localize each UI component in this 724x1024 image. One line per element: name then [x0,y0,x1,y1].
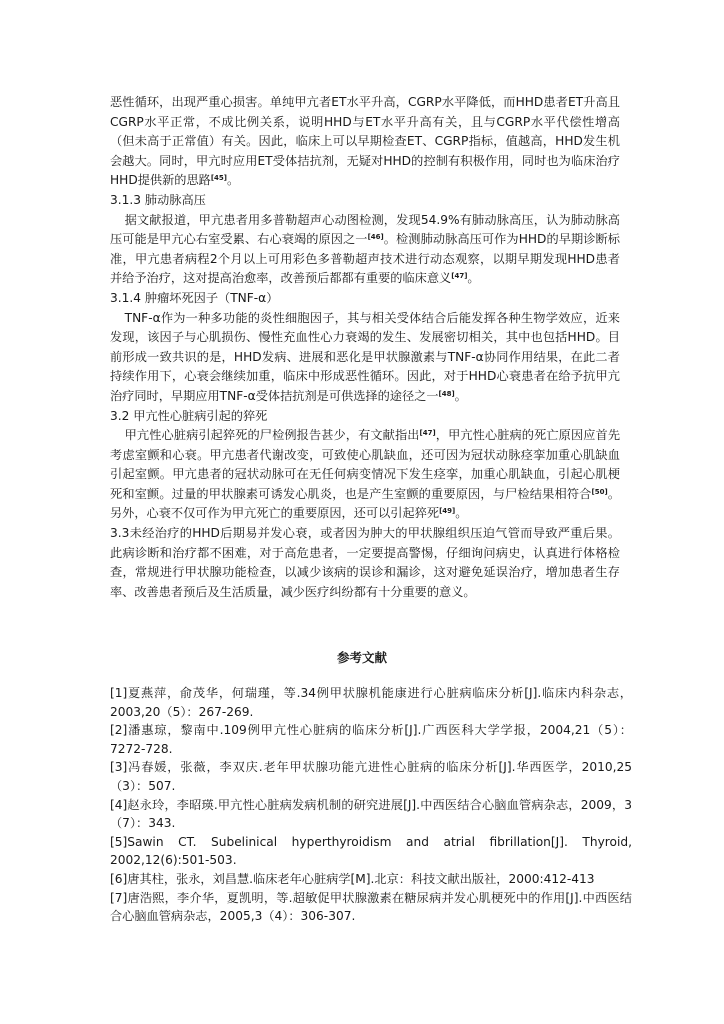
heading-3-1-4: 3.1.4 肿瘤坏死因子（TNF-α） [110,290,279,305]
citation: [45] [210,174,227,183]
paragraph-sudden-death [110,426,620,524]
paragraph-tnf-alpha [110,309,620,407]
paragraph-text: 。 [455,506,468,521]
references-title: 参考文献 [336,650,387,665]
paragraph-text: 。 [454,388,467,403]
heading-3-2: 3.2 甲亢性心脏病引起的猝死 [110,408,268,423]
paragraph-text: 。另外，心衰不仅可作为甲亢死亡的重要原因，还可以引起猝死 [110,486,621,521]
paragraph-hhd-mechanism [110,93,620,191]
citation: [48] [438,389,455,398]
citation: [49] [439,507,456,516]
citation: [50] [591,487,608,496]
paragraph-3-3: 3.3未经治疗的HHD后期易并发心衰，或者因为肿大的甲状腺组织压迫气管而导致严重后果。此病诊断和治疗都不困难，对于高危患者，一定要提高警惕，仔细询问病史，认真进行体格检查，常规进行甲状腺功能检查，以减少该病的误诊和漏诊，这对避免延误治疗，增加患者生存率、改善患者预后及生活质量，减少医疗纠纷都有十分重要的意义。 [110,526,620,599]
paragraph-text: 甲亢性心脏病引起猝死的尸检例报告甚少，有文献指出 [124,428,420,443]
paragraph-text: 。 [467,271,480,286]
paragraph-text: ，甲亢性心脏病的死亡原因应首先考虑室颤和心衰。甲亢患者代谢改变，可致使心肌缺血，还可因为冠状动脉痉挛加重心肌缺血引起室颤。甲亢患者的冠状动脉可在无任何病变情况下发生痉挛，加重心肌缺血，引起心肌梗死和室颤。过量的甲状腺素可诱发心肌炎，也是产生室颤的重要原因，与尸检结果相符合 [110,428,621,501]
reference-item: [4]赵永玲，李昭瑛.甲亢性心脏病发病机制的研究进展[J].中西医结合心脑血管病杂志，2009，3（7）：343. [110,797,632,831]
heading-3-1-3: 3.1.3 肺动脉高压 [110,192,206,207]
citation: [47] [451,272,468,281]
citation: [46] [367,233,384,242]
citation: [47] [419,429,436,438]
paragraph-text: 。检测肺动脉高压可作为HHD的早期诊断标准，甲亢患者病程2个月以上可用彩色多普勒超声技术进行动态观察，以期早期发现HHD患者并给予治疗，这对提高治愈率，改善预后都都有重要的临床意义 [110,232,620,286]
reference-item: [7]唐浩熙，李介华，夏凯明，等.超敏促甲状腺激素在糖尿病并发心肌梗死中的作用[J].中西医结合心脑血管病杂志，2005,3（4）：306-307. [110,890,632,924]
reference-item: [2]潘惠琼，黎南中.109例甲亢性心脏病的临床分析[J].广西医科大学学报，2004,21（5）：7272-728. [110,723,632,756]
reference-item: [1]夏燕萍，俞茂华，何瑞瑾，等.34例甲状腺机能康进行心脏病临床分析[J].临床内科杂志，2003,20（5）：267-269. [110,686,632,719]
body-text [110,93,620,602]
paragraph-text: 据文献报道，甲亢患者用多普勒超声心动图检测，发现54.9%有肺动脉高压，认为肺动脉高压可能是甲亢心右室受累、右心衰竭的原因之一 [110,212,620,247]
paragraph-text: 。 [226,173,240,188]
references-list [110,684,632,926]
reference-item: [3]冯春媛，张薇，李双庆.老年甲状腺功能亢进性心脏病的临床分析[J].华西医学，2010,25（3）：507. [110,760,632,793]
reference-item: [6]唐其柱，张永，刘昌慧.临床老年心脏病学[M].北京：科技文献出版社，2000:412-413 [110,871,595,886]
paragraph-pulmonary-hypertension [110,211,620,289]
paragraph-text: TNF-α作为一种多功能的炎性细胞因子，其与相关受体结合后能发挥各种生物学效应，近来发现，该因子与心肌损伤、慢性充血性心力衰竭的发生、发展密切相关，其中也包括HHD。目前形成一致共识的是，HHD发病、进展和恶化是甲状腺激素与TNF-α协同作用结果，在此二者持续作用下，心衰会继续加重，临床中形成恶性循环。因此，对于HHD心衰患者在给予抗甲亢治疗同时，早期应用TNF-α受体拮抗剂是可供选择的途径之一 [110,310,620,403]
paragraph-text: 恶性循环，出现严重心损害。单纯甲亢者ET水平升高，CGRP水平降低，而HHD患者ET升高且CGRP水平正常，不成比例关系，说明HHD与ET水平升高有关，且与CGRP水平代偿性增高（但未高于正常值）有关。因此，临床上可以早期检查ET、CGRP指标，值越高，HHD发生机会越大。同时，甲亢时应用ET受体拮抗剂，无疑对HHD的控制有积极作用，同时也为临床治疗HHD提供新的思路 [110,95,620,188]
reference-item: [5]Sawin CT. Subelinical hyperthyroidism and atrial fibrillation[J]. Thyroid, 2002,12(6):501-503. [110,834,632,868]
